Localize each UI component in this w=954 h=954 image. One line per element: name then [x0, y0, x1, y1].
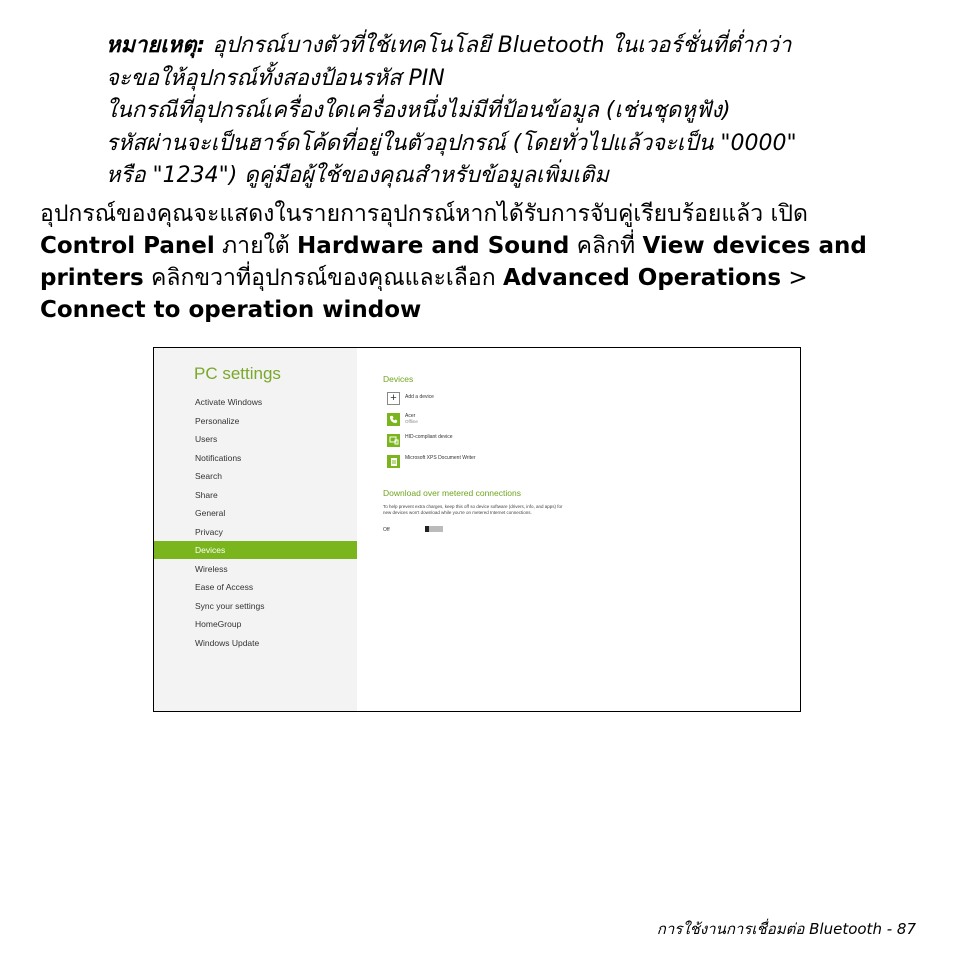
settings-sidebar — [154, 348, 357, 711]
page-footer: การใช้งานการเชื่อมต่อ Bluetooth - 87 — [656, 920, 916, 938]
metered-toggle[interactable] — [425, 526, 443, 532]
settings-title: PC settings — [194, 364, 281, 383]
sidebar-item-activate-windows[interactable]: Activate Windows — [195, 397, 263, 407]
device-status: Offline — [405, 419, 418, 424]
toggle-label: Off — [383, 527, 390, 533]
note-text-1: อุปกรณ์บางตัวที่ใช้เทคโนโลยี Bluetooth ในเวอร์ชั่นที่ต่ำกว่า — [205, 33, 792, 58]
device-name: Microsoft XPS Document Writer — [405, 455, 476, 461]
device-item-hid[interactable] — [387, 434, 687, 450]
body-text: > — [781, 265, 808, 291]
note-line-5: หรือ "1234") ดูคู่มือผู้ใช้ของคุณสำหรับข้อมูลเพิ่มเติม — [106, 163, 609, 188]
note-line-1 — [106, 30, 906, 63]
body-line-3 — [40, 262, 920, 294]
devices-pane — [357, 348, 800, 711]
note-label: หมายเหตุ: — [106, 33, 206, 58]
sidebar-item-ease-of-access[interactable]: Ease of Access — [195, 582, 254, 592]
sidebar-item-search[interactable]: Search — [195, 471, 222, 481]
sidebar-item-windows-update[interactable]: Windows Update — [195, 637, 260, 648]
add-device-label: Add a device — [405, 394, 434, 400]
body-line-4 — [40, 294, 920, 326]
view-devices-term: View devices and — [642, 233, 867, 259]
body-text: คลิกขวาที่อุปกรณ์ของคุณและเลือก — [143, 265, 503, 291]
note-line-4: รหัสผ่านจะเป็นฮาร์ดโค้ดที่อยู่ในตัวอุปกรณ์ (โดยทั่วไปแล้วจะเป็น "0000" — [106, 130, 797, 156]
sidebar-item-notifications[interactable]: Notifications — [195, 452, 242, 463]
note-line-2: จะขอให้อุปกรณ์ทั้งสองป้อนรหัส PIN — [106, 65, 445, 91]
device-name: Acer — [405, 413, 416, 419]
sidebar-item-users[interactable]: Users — [195, 434, 218, 444]
add-device-button[interactable] — [387, 392, 687, 408]
note-block — [106, 30, 906, 193]
metered-heading: Download over metered connections — [383, 488, 521, 498]
pc-settings-screenshot — [153, 347, 801, 712]
device-name: HID-compliant device — [405, 434, 453, 440]
instruction-paragraph — [40, 198, 920, 326]
sidebar-item-share[interactable]: Share — [195, 489, 218, 500]
advanced-operations-term: Advanced Operations — [502, 265, 782, 291]
toggle-knob — [425, 526, 429, 532]
connect-window-term: Connect to operation window — [40, 297, 422, 323]
metered-description: To help prevent extra charges, keep this off so device software (drivers, info, and apps) for new devices won't download while you're on metered Internet connections. — [383, 504, 563, 515]
sidebar-item-personalize[interactable]: Personalize — [195, 415, 240, 426]
plus-icon: + — [387, 392, 400, 405]
hardware-sound-term: Hardware and Sound — [297, 233, 570, 259]
device-item-acer[interactable] — [387, 413, 687, 429]
body-line-2 — [40, 230, 920, 262]
document-icon — [387, 455, 400, 468]
body-line-1: อุปกรณ์ของคุณจะแสดงในรายการอุปกรณ์หากได้รับการจับคู่เรียบร้อยแล้ว เปิด — [40, 201, 808, 227]
control-panel-term: Control Panel — [40, 233, 215, 259]
sidebar-item-general[interactable]: General — [195, 508, 226, 518]
printers-term: printers — [40, 265, 144, 291]
body-text: ภายใต้ — [214, 233, 298, 259]
sidebar-item-wireless[interactable]: Wireless — [195, 563, 228, 574]
sidebar-item-sync-your-settings[interactable]: Sync your settings — [195, 600, 265, 611]
sidebar-item-devices[interactable]: Devices — [154, 541, 357, 559]
sidebar-item-homegroup[interactable]: HomeGroup — [195, 619, 242, 629]
phone-icon — [387, 413, 400, 426]
device-item-xps[interactable] — [387, 455, 687, 471]
note-line-3: ในกรณีที่อุปกรณ์เครื่องใดเครื่องหนึ่งไม่มีที่ป้อนข้อมูล (เช่นชุดหูฟัง) — [106, 98, 731, 123]
monitor-icon — [387, 434, 400, 447]
body-text: คลิกที่ — [569, 233, 643, 259]
devices-heading: Devices — [383, 374, 414, 384]
sidebar-item-privacy[interactable]: Privacy — [195, 526, 223, 537]
